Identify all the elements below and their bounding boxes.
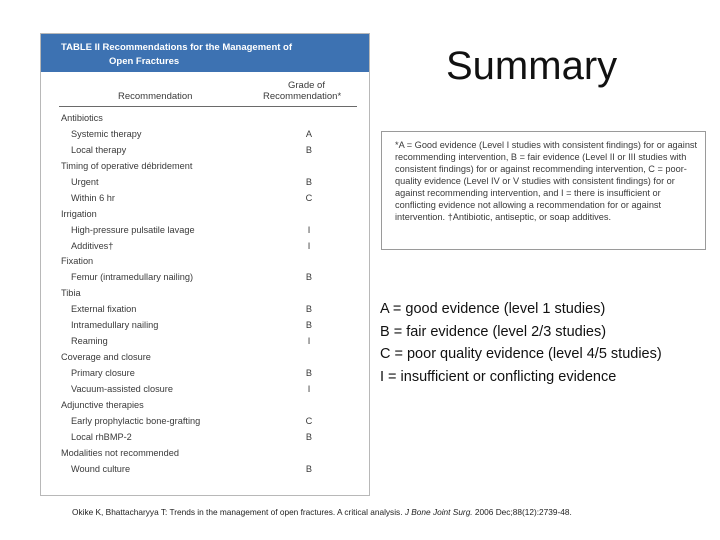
table-row xyxy=(41,269,369,285)
row-grade: I xyxy=(307,240,311,251)
row-grade: B xyxy=(305,144,313,155)
table-section-row xyxy=(41,397,369,413)
table-row xyxy=(41,317,369,333)
row-recommendation: Early prophylactic bone-grafting xyxy=(71,415,201,426)
legend-line-c: C = poor quality evidence (level 4/5 studies) xyxy=(380,346,662,362)
table-section-row xyxy=(41,285,369,301)
row-recommendation: Coverage and closure xyxy=(61,352,151,363)
row-grade: I xyxy=(307,383,311,394)
table-section-row xyxy=(41,253,369,269)
row-recommendation: Fixation xyxy=(61,256,94,267)
row-recommendation: Wound culture xyxy=(71,463,131,474)
row-recommendation: Vacuum-assisted closure xyxy=(71,383,173,394)
table-row xyxy=(41,365,369,381)
table-section-row xyxy=(41,349,369,365)
row-grade: B xyxy=(305,272,313,283)
evidence-legend xyxy=(380,298,716,388)
row-grade: B xyxy=(305,431,313,442)
row-grade: B xyxy=(305,368,313,378)
row-recommendation: Urgent xyxy=(71,176,99,187)
header-divider xyxy=(59,106,357,107)
row-recommendation: Irrigation xyxy=(61,208,97,219)
legend-line-a: A = good evidence (level 1 studies) xyxy=(380,301,606,317)
row-grade: C xyxy=(305,192,313,203)
row-grade: B xyxy=(305,176,313,187)
table-row xyxy=(41,142,369,158)
citation-journal: J Bone Joint Surg. xyxy=(404,507,473,517)
table-section-row xyxy=(41,158,369,174)
row-grade: C xyxy=(305,415,313,426)
slide-title: Summary xyxy=(446,44,618,88)
row-grade: I xyxy=(307,336,311,347)
footnote-text: *A = Good evidence (Level I studies with consistent findings) for or against recommending intervention, B = fair evidence (Level II or III studies with consistent findings) for or against recommending intervention, C = poor-quality evidence (Level IV or V studies with consistent findings) for or against recommending intervention, and I = there is insufficient or conflicting evidence not allowing a recommendation for or against intervention. †Antibiotic, antiseptic, or soap additives. xyxy=(395,140,698,222)
row-recommendation: Reaming xyxy=(71,336,108,347)
footnote-box xyxy=(381,131,706,250)
table-section-row xyxy=(41,110,369,126)
recommendations-table xyxy=(40,33,370,496)
row-recommendation: External fixation xyxy=(71,304,137,315)
table-row xyxy=(41,429,369,445)
citation xyxy=(72,507,572,517)
column-header-grade: Grade of xyxy=(288,80,325,91)
row-recommendation: Within 6 hr xyxy=(71,192,115,203)
row-recommendation: Femur (intramedullary nailing) xyxy=(71,272,194,283)
table-row xyxy=(41,174,369,190)
table-row xyxy=(41,413,369,429)
row-recommendation: Tibia xyxy=(61,288,81,299)
table-row xyxy=(41,222,369,238)
table-row xyxy=(41,333,369,349)
row-recommendation: Local therapy xyxy=(71,144,127,155)
column-header-recommendation: Recommendation xyxy=(118,91,193,102)
table-section-row xyxy=(41,206,369,222)
legend-line-i: I = insufficient or conflicting evidence xyxy=(380,368,617,385)
table-section-row xyxy=(41,445,369,461)
row-recommendation: Intramedullary nailing xyxy=(71,320,159,331)
column-header-grade-line2: Recommendation* xyxy=(263,91,342,102)
row-recommendation: Modalities not recommended xyxy=(61,447,179,458)
table-row xyxy=(41,381,369,397)
row-recommendation: Antibiotics xyxy=(61,113,103,123)
row-grade: B xyxy=(305,304,313,315)
row-recommendation: Adjunctive therapies xyxy=(61,399,144,410)
row-grade: A xyxy=(305,128,313,139)
table-row xyxy=(41,238,369,254)
citation-authors-title: Okike K, Bhattacharyya T: Trends in the management of open fractures. A critical analysis. xyxy=(72,507,405,517)
table-row xyxy=(41,301,369,317)
citation-details: 2006 Dec;88(12):2739-48. xyxy=(472,507,572,517)
table-title-line1: TABLE II Recommendations for the Management of xyxy=(61,42,293,53)
table-rows xyxy=(41,110,369,477)
table-row xyxy=(41,461,369,477)
table-title-line2: Open Fractures xyxy=(109,56,180,67)
row-recommendation: Primary closure xyxy=(71,368,135,378)
row-grade: B xyxy=(305,320,313,331)
row-grade: B xyxy=(305,463,313,474)
legend-line-b: B = fair evidence (level 2/3 studies) xyxy=(380,323,607,340)
row-recommendation: Systemic therapy xyxy=(71,128,142,139)
row-recommendation: Timing of operative débridement xyxy=(61,160,193,171)
table-row xyxy=(41,126,369,142)
row-recommendation: Additives† xyxy=(71,240,114,251)
table-title-bar xyxy=(41,34,369,72)
row-grade: I xyxy=(307,224,311,235)
row-recommendation: Local rhBMP-2 xyxy=(71,431,132,442)
row-recommendation: High-pressure pulsatile lavage xyxy=(71,224,195,235)
table-row xyxy=(41,190,369,206)
